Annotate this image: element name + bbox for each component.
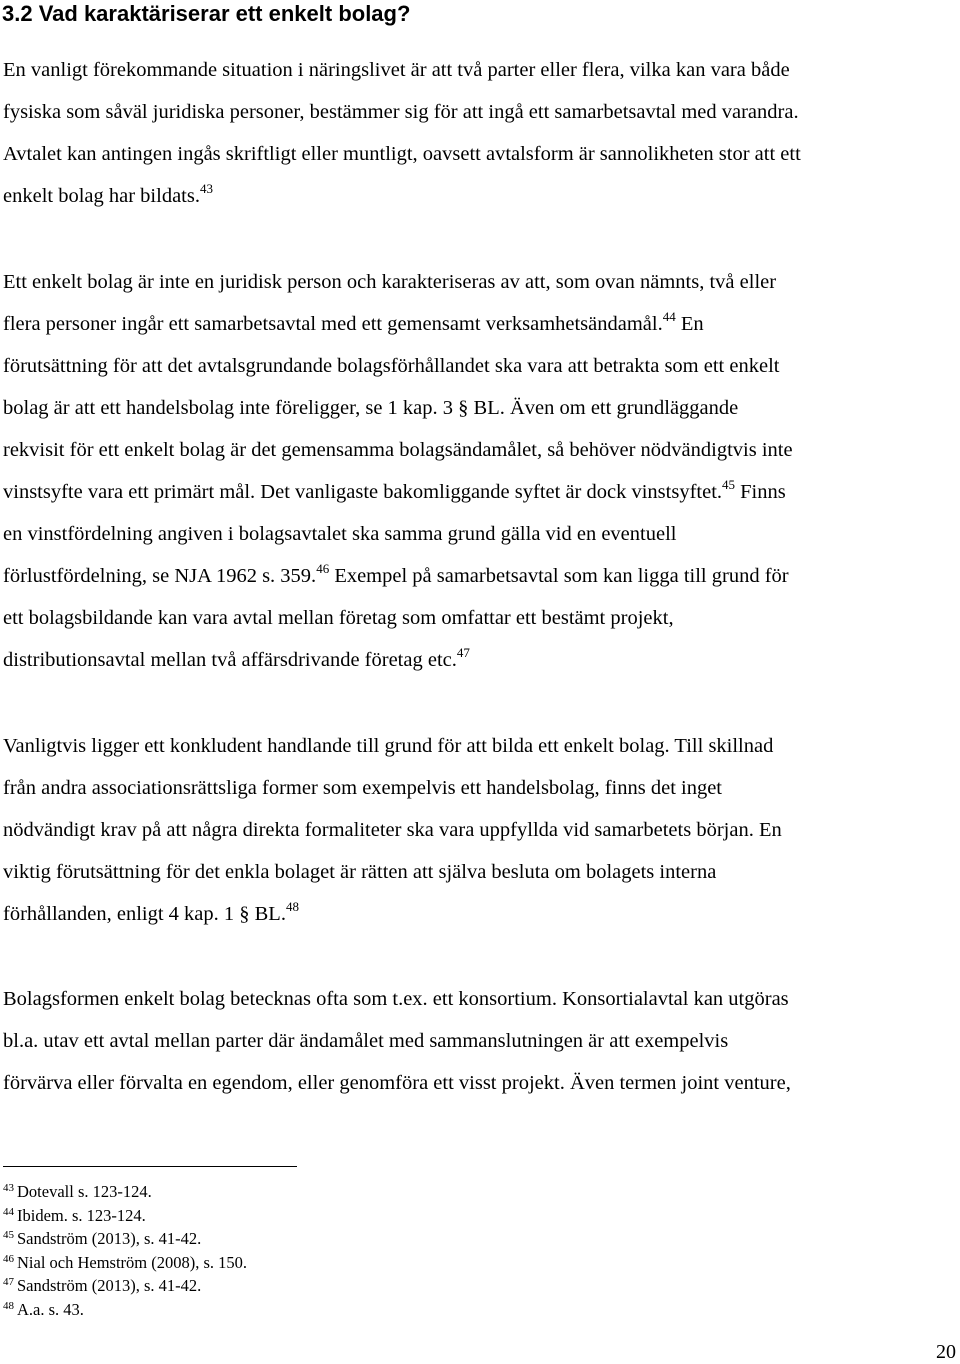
text-line: förutsättning för att det avtalsgrundande bolagsförhållandet ska vara att betrakta som ett enkelt: [3, 355, 780, 377]
paragraph-2: [3, 261, 958, 681]
footnote-text: Ibidem. s. 123-124.: [17, 1205, 146, 1225]
footnote-number: 46: [3, 1252, 14, 1265]
text-line: förhållanden, enligt 4 kap. 1 § BL.$^{48}$: [3, 899, 299, 925]
page-number: 20: [936, 1341, 956, 1363]
footnote-48: [3, 1298, 247, 1322]
footnote-ref-48[interactable]: 48: [285, 899, 299, 914]
footnote-text: Dotevall s. 123-124.: [17, 1182, 152, 1201]
footnote-number: 47: [3, 1276, 14, 1288]
footnote-ref-47[interactable]: 47: [456, 645, 470, 660]
footnote-45: [3, 1227, 247, 1251]
text-line: Ett enkelt bolag är inte en juridisk person och karakteriseras av att, som ovan nämnts, två eller: [3, 271, 777, 293]
text-line: nödvändigt krav på att några direkta formaliteter ska vara uppfyllda vid samarbetets början. En: [3, 819, 782, 841]
text-line: enkelt bolag har bildats.$^{43}$: [3, 181, 213, 207]
footnote-44: [3, 1204, 247, 1228]
footnote-text: Nial och Hemström (2008), s. 150.: [17, 1252, 248, 1272]
footnote-ref-46[interactable]: 46: [316, 561, 330, 576]
text-line: fysiska som såväl juridiska personer, bestämmer sig för att ingå ett samarbetsavtal med varandra.: [3, 101, 799, 123]
text-line: En vanligt förekommande situation i näringslivet är att två parter eller flera, vilka kan vara både: [3, 59, 790, 81]
footnote-number: 48: [3, 1299, 14, 1312]
text-line: Vanligtvis ligger ett konkludent handlande till grund för att bilda ett enkelt bolag. Till skillnad: [3, 735, 774, 757]
footnote-47: [3, 1274, 247, 1298]
footnote-separator: [3, 1166, 297, 1167]
footnote-43: [3, 1180, 247, 1204]
section-heading: 3.2 Vad karaktäriserar ett enkelt bolag?: [2, 1, 411, 26]
text-line: från andra associationsrättsliga former som exempelvis ett handelsbolag, finns det inget: [3, 777, 723, 799]
footnote-number: 44: [3, 1205, 14, 1218]
text-line: förvärva eller förvalta en egendom, eller genomföra ett visst projekt. Även termen joint venture,: [3, 1072, 791, 1094]
text-line: ett bolagsbildande kan vara avtal mellan företag som omfattar ett bestämt projekt,: [3, 607, 674, 629]
text-line: rekvisit för ett enkelt bolag är det gemensamma bolagsändamålet, så behöver nödvändigtvis inte: [3, 439, 793, 461]
paragraph-1: [3, 49, 958, 217]
footnote-number: 45: [3, 1229, 14, 1241]
paragraph-4: [3, 978, 958, 1104]
text-line: distributionsavtal mellan två affärsdrivande företag etc.$^{47}$: [3, 645, 470, 671]
text-line: vinstsyfte vara ett primärt mål. Det vanligaste bakomliggande syftet är dock vinstsyftet.$^{45}$ Finns: [3, 477, 786, 503]
text-line: flera personer ingår ett samarbetsavtal med ett gemensamt verksamhetsändamål.$^{44}$ En: [3, 309, 704, 335]
text-line: en vinstfördelning angiven i bolagsavtalet ska samma grund gälla vid en eventuell: [3, 523, 677, 545]
footnotes-list: [3, 1180, 247, 1321]
text-line: Bolagsformen enkelt bolag betecknas ofta som t.ex. ett konsortium. Konsortialavtal kan utgöras: [3, 988, 789, 1010]
text-line: bl.a. utav ett avtal mellan parter där ändamålet med sammanslutningen är att exempelvis: [3, 1030, 729, 1052]
footnote-text: Sandström (2013), s. 41-42.: [17, 1276, 202, 1295]
footnote-ref-44[interactable]: 44: [662, 309, 676, 324]
footnote-number: 43: [3, 1182, 14, 1194]
text-line: viktig förutsättning för det enkla bolaget är rätten att själva besluta om bolagets interna: [3, 861, 717, 883]
footnote-text: Sandström (2013), s. 41-42.: [17, 1229, 202, 1248]
text-line: bolag är att ett handelsbolag inte föreligger, se 1 kap. 3 § BL. Även om ett grundläggande: [3, 397, 739, 419]
text-line: Avtalet kan antingen ingås skriftligt eller muntligt, oavsett avtalsform är sannolikheten stor att ett: [3, 143, 801, 165]
footnote-ref-43[interactable]: 43: [199, 181, 213, 196]
text-line: förlustfördelning, se NJA 1962 s. 359.46 Exempel på samarbetsavtal som kan ligga till grund för: [3, 561, 789, 587]
footnote-ref-45[interactable]: 45: [722, 477, 736, 492]
paragraph-3: [3, 725, 958, 935]
footnote-46: [3, 1251, 247, 1275]
footnote-text: A.a. s. 43.: [17, 1299, 84, 1319]
